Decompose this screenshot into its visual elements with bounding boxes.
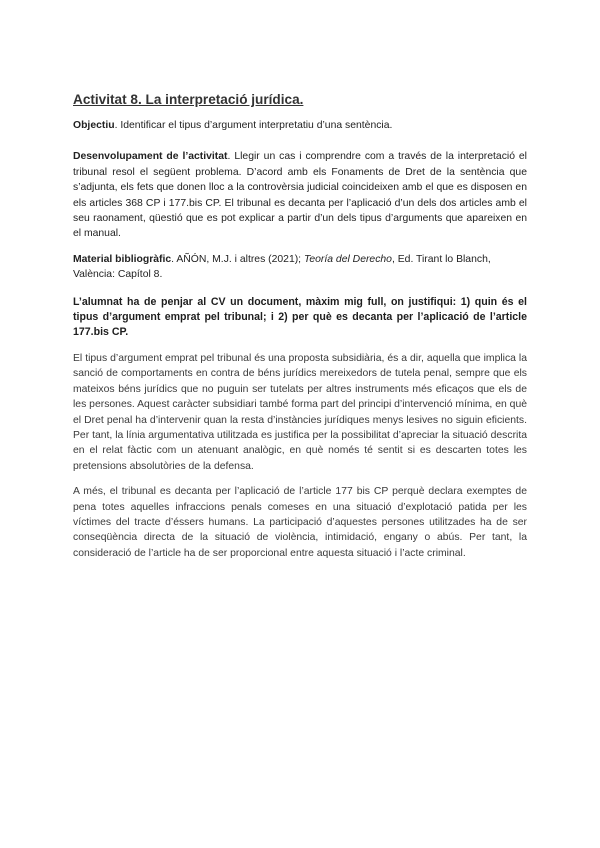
answer-paragraph-2: A més, el tribunal es decanta per l’aplicació de l’article 177 bis CP perquè declara exemptes de pena totes aquelles infraccions penals comeses en una situació d’explotació patida per les víctimes del tracte d’éssers humans. La participació d’aquestes persones utilitzades ha de ser conseqüència directa de la situació de violència, intimidació, engany o abús. Per tant, la consideració de l’article ha de ser proporcional entre aquesta situació i l’acte criminal. bbox=[73, 486, 527, 559]
objective-text: . Identificar el tipus d’argument interpretatiu d’una sentència. bbox=[114, 120, 393, 131]
development-text: . Llegir un cas i comprendre com a través de la interpretació el tribunal resol el següent problema. D’acord amb els Fonaments de Dret de la sentència que s’adjunta, els fets que donen lloc a la controvèrsia judicial coincideixen amb el que es disposen en els articles 368 CP i 177.bis CP. El tribunal es decanta per l’aplicació d’un dels dos articles amb el seu raonament, qüestió que es pot explicar a partir d’un dels tipus d’arguments que apareixen en el manual. bbox=[73, 151, 527, 240]
objective-paragraph bbox=[73, 118, 527, 133]
development-paragraph bbox=[73, 149, 527, 241]
bibliography-paragraph bbox=[73, 252, 527, 283]
bibliography-label: Material bibliogràfic bbox=[73, 253, 172, 265]
task-instructions: L’alumnat ha de penjar al CV un document, màxim mig full, on justifiqui: 1) quin és el tipus d’argument emprat pel tribunal; i 2) per què es decanta per l’aplicació de l’article 177.bis CP. bbox=[73, 295, 527, 339]
bibliography-text-before: . AÑÓN, M.J. i altres (2021); bbox=[171, 253, 304, 265]
objective-label: Objectiu bbox=[73, 120, 115, 131]
bibliography-text-after: , Ed. Tirant lo Blanch, València: Capítol 8. bbox=[73, 253, 491, 281]
document-page bbox=[73, 91, 527, 571]
answer-paragraph-1: El tipus d’argument emprat pel tribunal és una proposta subsidiària, és a dir, aquella que implica la sanció de comportaments en contra de béns jurídics mereixedors de tutela penal, sempre que els mateixos béns jurídics que no puguin ser tutelats per altres instruments més eficaços que els de les persones. Aquest caràcter subsidiari també forma part del principi d’intervenció mínima, en què el Dret penal ha d’intervenir quan la resta d’instàncies jurídiques menys lesives no siguin eficients. Per tant, la línia argumentativa utilitzada es justifica per la possibilitat d’apreciar la situació descrita en el relat fàctic com un atenuant analògic, en què només té sentit si es descarten totes les pretensions absolutòries de la defensa. bbox=[73, 352, 527, 472]
development-label: Desenvolupament de l’activitat bbox=[73, 151, 228, 163]
activity-title: Activitat 8. La interpretació jurídica. bbox=[73, 92, 304, 107]
bibliography-book-title: Teoría del Derecho bbox=[303, 253, 392, 265]
